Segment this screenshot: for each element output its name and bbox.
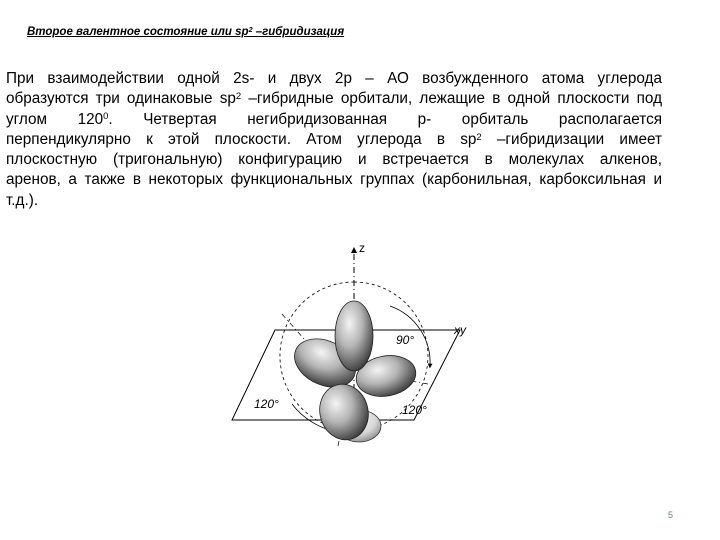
line-text: образуются три одинаковые sp: [6, 90, 236, 108]
title-rest: –гибридизация: [252, 26, 345, 38]
line-text: –гибридные орбитали, лежащие в одной плоскости под: [241, 90, 662, 108]
title-superscript: 2: [248, 25, 253, 34]
title-main: Второе валентное состояние или sp: [27, 26, 249, 38]
page-number: 5: [668, 510, 674, 520]
sp2-orbital-diagram: [220, 236, 470, 456]
slide-title: [27, 26, 344, 38]
line-text: При взаимодействии одной 2s- и двух 2р – АО возбужденного атома углерода: [6, 70, 662, 87]
xy-plane-label: xy: [454, 323, 466, 337]
line-text: –гибридизации имеет: [481, 130, 662, 148]
line-superscript: 2: [235, 91, 242, 103]
line-text: аренов, а также в некоторых функциональных группах (карбонильная, карбоксильная и: [6, 171, 662, 189]
line-text: углом 120: [6, 110, 104, 128]
angle-label-90: 90°: [396, 333, 415, 347]
angle-label-120-right: 120°: [402, 403, 427, 417]
line-superscript: 2: [476, 131, 482, 143]
paragraph-line-1: [6, 69, 662, 89]
line-text: т.д.).: [6, 191, 39, 209]
z-axis-label: z: [359, 241, 365, 255]
paragraph-line-7: [6, 191, 662, 211]
body-paragraph: [6, 69, 662, 211]
paragraph-line-4: [6, 130, 662, 150]
line-text: перпендикулярно к этой плоскости. Атом углерода в sp: [6, 130, 477, 148]
paragraph-line-3: [6, 110, 662, 130]
paragraph-line-5: [6, 150, 662, 170]
line-text: . Четвертая негибридизованная р- орбиталь располагается: [108, 110, 662, 128]
angle-label-120-left: 120°: [254, 397, 279, 411]
paragraph-line-2: [6, 89, 662, 109]
paragraph-line-6: [6, 170, 662, 190]
line-superscript: 0: [103, 111, 109, 123]
line-text: плоскостную (тригональную) конфигурацию и встречается в молекулах алкенов,: [6, 151, 662, 169]
p-orbital-upper-lobe: [335, 301, 373, 371]
